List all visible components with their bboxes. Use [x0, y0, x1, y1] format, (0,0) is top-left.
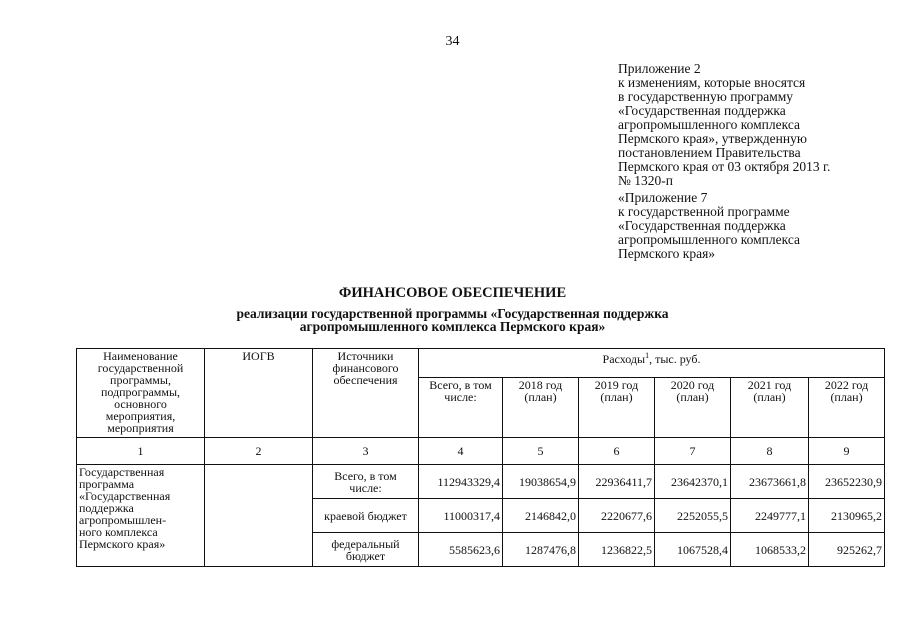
value-2018: 19038654,9 — [503, 465, 579, 499]
value-2019: 22936411,7 — [579, 465, 655, 499]
value-2021: 23673661,8 — [731, 465, 809, 499]
table-row — [77, 465, 885, 499]
value-2022: 925262,7 — [809, 533, 885, 567]
value-2021: 2249777,1 — [731, 499, 809, 533]
value-2018: 1287476,8 — [503, 533, 579, 567]
header-expenses — [419, 349, 885, 378]
financing-table — [76, 348, 885, 567]
column-number: 1 — [77, 438, 205, 465]
header-expenses-footnote: 1 — [645, 351, 650, 360]
header-2018: 2018 год (план) — [503, 378, 579, 438]
value-2020: 23642370,1 — [655, 465, 731, 499]
value-2019: 2220677,6 — [579, 499, 655, 533]
header-2021: 2021 год (план) — [731, 378, 809, 438]
program-name: Государственная программа «Государственная поддержка агропромышлен- ного комплекса Пермского края» — [77, 465, 205, 567]
column-number: 6 — [579, 438, 655, 465]
value-2020: 2252055,5 — [655, 499, 731, 533]
column-number: 9 — [809, 438, 885, 465]
column-number: 3 — [313, 438, 419, 465]
value-total: 112943329,4 — [419, 465, 503, 499]
source-total: Всего, в том числе: — [313, 465, 419, 499]
header-2019: 2019 год (план) — [579, 378, 655, 438]
iogv-cell — [205, 465, 313, 567]
header-sources: Источники финансового обеспечения — [313, 349, 419, 438]
value-2022: 23652230,9 — [809, 465, 885, 499]
column-number: 4 — [419, 438, 503, 465]
value-total: 11000317,4 — [419, 499, 503, 533]
value-2018: 2146842,0 — [503, 499, 579, 533]
page-number: 34 — [445, 34, 460, 49]
header-name: Наименование государственной программы, подпрограммы, основного мероприятия, мероприятия — [77, 349, 205, 438]
header-expenses-unit: , тыс. руб. — [649, 352, 701, 366]
value-2019: 1236822,5 — [579, 533, 655, 567]
source-federal-budget: федеральный бюджет — [313, 533, 419, 567]
header-iogv: ИОГВ — [205, 349, 313, 438]
appendix-7-block: «Приложение 7 к государственной программе «Государственная поддержка агропромышленного комплекса Пермского края» — [618, 190, 800, 261]
header-total: Всего, в том числе: — [419, 378, 503, 438]
value-total: 5585623,6 — [419, 533, 503, 567]
document-subtitle: реализации государственной программы «Государственная поддержка агропромышленного комплекса Пермского края» — [236, 306, 669, 334]
appendix-2-block: Приложение 2 к изменениям, которые вносятся в государственную программу «Государственная поддержка агропромышленного комплекса Пермского края», утвержденную постановлением Правительства Пермского края от 03 октября 2013 г. № 1320-п — [618, 61, 831, 188]
column-number: 7 — [655, 438, 731, 465]
value-2020: 1067528,4 — [655, 533, 731, 567]
header-expenses-label: Расходы — [602, 352, 646, 366]
header-2020: 2020 год (план) — [655, 378, 731, 438]
column-number: 5 — [503, 438, 579, 465]
source-regional-budget: краевой бюджет — [313, 499, 419, 533]
column-numbers-row — [77, 438, 885, 465]
column-number: 2 — [205, 438, 313, 465]
value-2022: 2130965,2 — [809, 499, 885, 533]
document-title: ФИНАНСОВОЕ ОБЕСПЕЧЕНИЕ — [338, 285, 567, 301]
value-2021: 1068533,2 — [731, 533, 809, 567]
header-2022: 2022 год (план) — [809, 378, 885, 438]
column-number: 8 — [731, 438, 809, 465]
